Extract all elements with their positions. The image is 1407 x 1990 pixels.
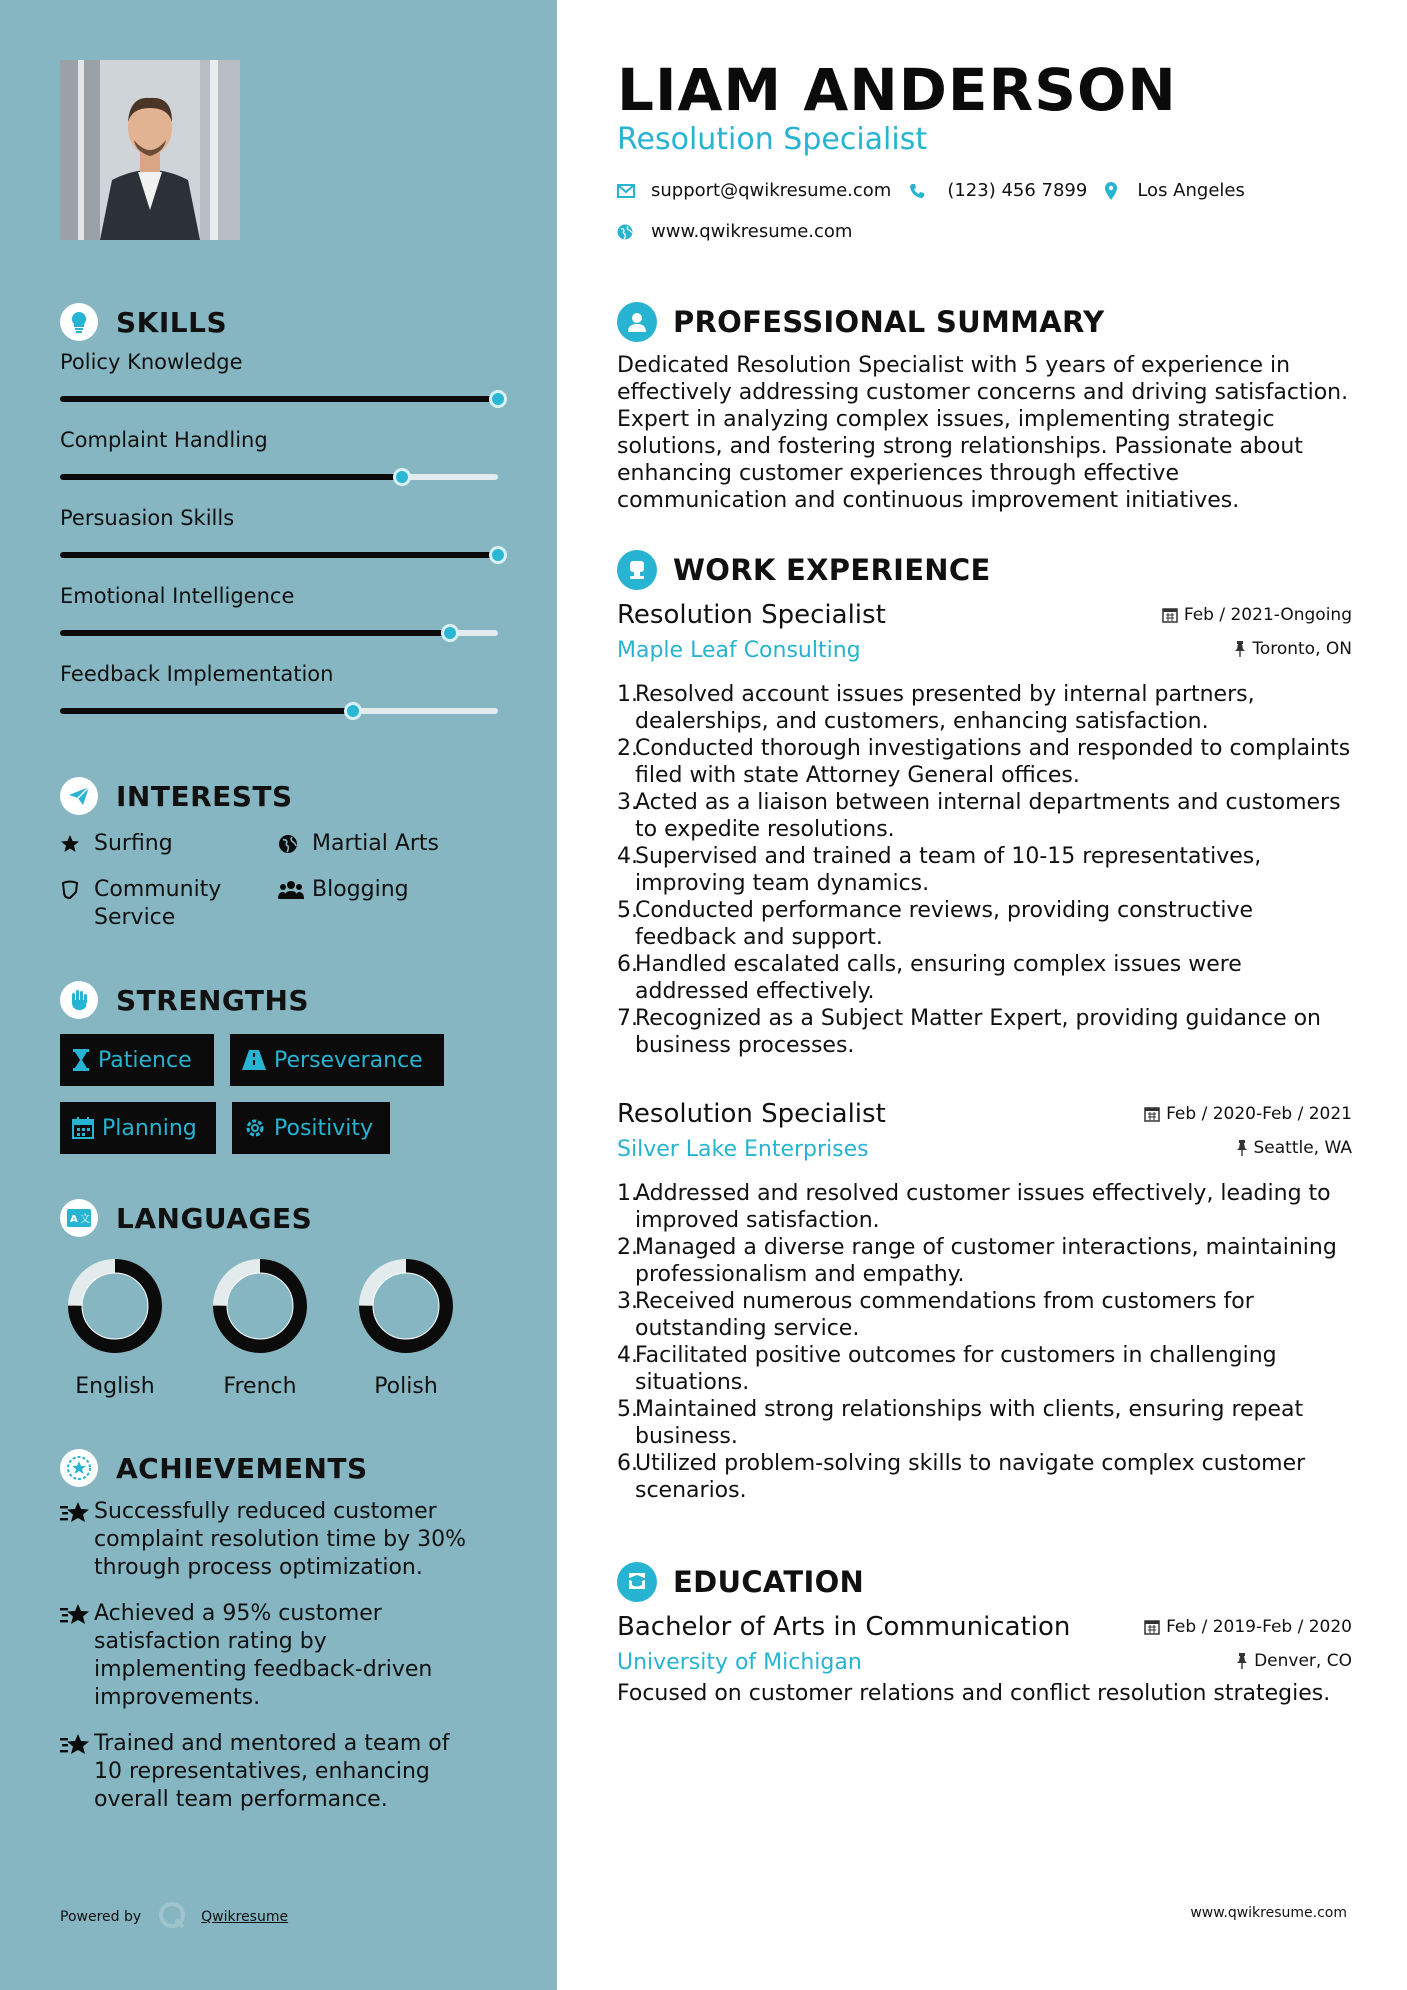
language-item <box>205 1258 315 1399</box>
duty-item: Conducted performance reviews, providing constructive feedback and support. <box>635 898 1254 950</box>
phone-icon <box>909 183 947 199</box>
user-icon <box>617 302 657 342</box>
duty-item: Maintained strong relationships with clients, ensuring repeat business. <box>635 1397 1304 1449</box>
skill-bar <box>60 630 498 636</box>
duty-item: Facilitated positive outcomes for customers in challenging situations. <box>635 1343 1277 1395</box>
job-location-text: Toronto, ON <box>1252 639 1352 659</box>
education-date <box>1144 1617 1352 1637</box>
language-name: French <box>223 1374 297 1399</box>
job-company: Silver Lake Enterprises <box>617 1137 869 1162</box>
calendar-icon <box>1162 607 1178 623</box>
languages-list <box>60 1258 500 1418</box>
hourglass-icon <box>72 1049 90 1071</box>
language-item <box>60 1258 170 1399</box>
job-date-text: Feb / 2020-Feb / 2021 <box>1166 1104 1352 1124</box>
footer-url[interactable]: www.qwikresume.com <box>1190 1905 1347 1921</box>
skill-item <box>60 342 500 420</box>
summary-text: Dedicated Resolution Specialist with 5 years of experience in effectively addressing customer concerns and driving satisfaction. Expert in analyzing complex issues, implementing strategic solutions, and fostering strong relationships. Passionate about enhancing customer experiences through effective communication and continuous improvement initiatives. <box>617 353 1349 513</box>
language-ring <box>358 1258 454 1354</box>
skill-bar-fill <box>60 552 498 558</box>
website-row <box>617 221 852 242</box>
candidate-name: LIAM ANDERSON <box>617 56 1177 124</box>
skill-item <box>60 576 500 654</box>
strengths-header <box>60 980 500 1020</box>
strengths-title: STRENGTHS <box>116 983 310 1017</box>
education-subheader <box>617 1650 1352 1675</box>
achievement-item <box>60 1730 500 1814</box>
calendar-icon <box>1144 1106 1160 1122</box>
job-date-text: Feb / 2021-Ongoing <box>1183 605 1352 625</box>
skill-name: Feedback Implementation <box>60 662 334 686</box>
interest-item <box>60 830 173 858</box>
job-title: Resolution Specialist <box>617 600 886 630</box>
strength-chip <box>230 1034 444 1086</box>
job-title: Resolution Specialist <box>617 1099 886 1129</box>
shield-icon <box>60 876 86 904</box>
duty-item: Supervised and trained a team of 10-15 representatives, improving team dynamics. <box>635 844 1262 896</box>
skills-header <box>60 302 500 342</box>
calendar-icon <box>1144 1619 1160 1635</box>
shooting-star-icon <box>60 1602 94 1632</box>
interest-label: Martial Arts <box>312 831 440 856</box>
skill-bar-knob <box>489 390 507 408</box>
map-marker-icon <box>1105 182 1137 200</box>
education-header-row <box>617 1612 1352 1642</box>
candidate-title: Resolution Specialist <box>617 122 928 157</box>
education-title: EDUCATION <box>673 1565 865 1599</box>
skill-name: Persuasion Skills <box>60 506 235 530</box>
summary-title: PROFESSIONAL SUMMARY <box>673 305 1105 339</box>
duty-item: Addressed and resolved customer issues effectively, leading to improved satisfaction. <box>635 1181 1331 1233</box>
job-item <box>617 1099 1352 1504</box>
job-location-text: Seattle, WA <box>1253 1138 1352 1158</box>
skill-name: Emotional Intelligence <box>60 584 295 608</box>
cog-icon <box>244 1117 266 1139</box>
duty-item: Acted as a liaison between internal departments and customers to expedite resolutions. <box>635 790 1341 842</box>
interests-section <box>60 776 500 942</box>
job-date <box>1144 1104 1352 1124</box>
education-section <box>617 1560 1352 1706</box>
language-icon <box>60 1199 98 1237</box>
skill-bar-fill <box>60 396 498 402</box>
contact-location: Los Angeles <box>1137 180 1245 201</box>
interest-item <box>278 830 439 858</box>
languages-section <box>60 1198 500 1418</box>
education-location <box>1236 1651 1352 1671</box>
skill-item <box>60 498 500 576</box>
svg-text:A: A <box>70 1214 78 1225</box>
education-date-text: Feb / 2019-Feb / 2020 <box>1166 1617 1352 1637</box>
languages-header <box>60 1198 500 1238</box>
skill-bar-fill <box>60 630 450 636</box>
achievement-text: Achieved a 95% customer satisfaction rating by implementing feedback-driven improvements. <box>94 1601 433 1710</box>
job-duties <box>617 681 1352 1059</box>
achievement-item <box>60 1600 500 1712</box>
graduation-cap-icon <box>617 1562 657 1602</box>
duty-item: Managed a diverse range of customer interactions, maintaining professionalism and empathy. <box>635 1235 1337 1287</box>
job-company: Maple Leaf Consulting <box>617 638 861 663</box>
skills-section <box>60 302 500 732</box>
education-description: Focused on customer relations and conflict resolution strategies. <box>617 1681 1331 1706</box>
contact-row <box>617 180 1245 201</box>
calendar-icon <box>72 1117 94 1139</box>
job-subheader <box>617 638 1352 663</box>
shooting-star-icon <box>60 1732 94 1762</box>
interests-header <box>60 776 500 816</box>
strength-label: Perseverance <box>274 1047 423 1073</box>
interest-item <box>278 876 409 904</box>
strength-label: Planning <box>102 1115 197 1141</box>
experience-header <box>617 548 1352 592</box>
globe-icon <box>617 224 651 240</box>
strength-chip <box>60 1034 214 1086</box>
skill-item <box>60 420 500 498</box>
star-badge-icon <box>60 1449 98 1487</box>
achievements-title: ACHIEVEMENTS <box>116 1451 368 1485</box>
achievements-list <box>60 1498 500 1814</box>
svg-text:文: 文 <box>80 1214 90 1225</box>
language-name: English <box>75 1374 155 1399</box>
skill-bar-fill <box>60 474 402 480</box>
interest-label: Community Service <box>94 877 222 930</box>
globe-icon <box>278 830 304 858</box>
contact-email[interactable]: support@qwikresume.com <box>651 180 892 201</box>
briefcase-icon <box>617 550 657 590</box>
languages-title: LANGUAGES <box>116 1201 313 1235</box>
lightbulb-icon <box>60 303 98 341</box>
experience-section <box>617 548 1352 1504</box>
skills-title: SKILLS <box>116 305 228 339</box>
skill-bar <box>60 396 498 402</box>
experience-title: WORK EXPERIENCE <box>673 553 991 587</box>
language-name: Polish <box>374 1374 438 1399</box>
job-date <box>1162 605 1352 625</box>
skill-item <box>60 654 500 732</box>
skill-bar-knob <box>441 624 459 642</box>
skill-name: Complaint Handling <box>60 428 268 452</box>
qwikresume-logo-icon <box>157 1900 187 1934</box>
duty-item: Utilized problem-solving skills to navigate complex customer scenarios. <box>635 1451 1306 1503</box>
skill-bar-fill <box>60 708 353 714</box>
interest-label: Surfing <box>94 831 173 856</box>
skill-bar-knob <box>344 702 362 720</box>
education-header <box>617 1560 1352 1604</box>
strengths-list <box>60 1034 500 1184</box>
job-location <box>1236 1138 1353 1158</box>
job-item <box>617 600 1352 1059</box>
main-content <box>557 0 1407 1990</box>
skills-list <box>60 342 500 732</box>
strengths-section <box>60 980 500 1184</box>
duty-item: Conducted thorough investigations and responded to complaints filed with state Attorney General offices. <box>635 736 1351 788</box>
summary-section <box>617 300 1352 514</box>
duty-item: Recognized as a Subject Matter Expert, providing guidance on business processes. <box>635 1006 1321 1058</box>
job-location <box>1234 639 1352 659</box>
achievement-text: Trained and mentored a team of 10 representatives, enhancing overall team performance. <box>94 1731 450 1812</box>
road-icon <box>242 1050 266 1070</box>
school-name: University of Michigan <box>617 1650 862 1675</box>
language-ring <box>212 1258 308 1354</box>
pin-icon <box>1234 641 1246 657</box>
duty-item: Received numerous commendations from customers for outstanding service. <box>635 1289 1254 1341</box>
language-ring <box>67 1258 163 1354</box>
powered-by <box>60 1900 288 1934</box>
degree-title: Bachelor of Arts in Communication <box>617 1612 1071 1642</box>
paper-plane-icon <box>60 777 98 815</box>
skill-bar-knob <box>489 546 507 564</box>
skill-bar-knob <box>393 468 411 486</box>
sidebar <box>0 0 557 1990</box>
strength-label: Positivity <box>274 1115 374 1141</box>
powered-by-label: Powered by <box>60 1909 142 1925</box>
achievements-header <box>60 1448 500 1488</box>
users-icon <box>278 876 304 904</box>
education-location-text: Denver, CO <box>1254 1651 1352 1671</box>
skill-bar <box>60 552 498 558</box>
star-icon <box>60 830 86 858</box>
duty-item: Resolved account issues presented by internal partners, dealerships, and customers, enhancing satisfaction. <box>635 682 1255 734</box>
skill-bar <box>60 474 498 480</box>
achievement-item <box>60 1498 500 1582</box>
interest-item <box>60 876 260 932</box>
job-subheader <box>617 1137 1352 1162</box>
strength-chip <box>60 1102 216 1154</box>
pin-icon <box>1236 1140 1248 1156</box>
job-duties <box>617 1180 1352 1504</box>
contact-phone[interactable]: (123) 456 7899 <box>947 180 1088 201</box>
profile-photo <box>60 60 240 240</box>
interest-label: Blogging <box>312 877 409 902</box>
qwikresume-link[interactable]: Qwikresume <box>201 1909 289 1925</box>
envelope-icon <box>617 184 651 198</box>
strength-label: Patience <box>98 1047 192 1073</box>
skill-bar <box>60 708 498 714</box>
job-header <box>617 1099 1352 1129</box>
achievements-section <box>60 1448 500 1832</box>
shooting-star-icon <box>60 1500 94 1530</box>
pin-icon <box>1236 1653 1248 1669</box>
job-header <box>617 600 1352 630</box>
strength-chip <box>232 1102 390 1154</box>
hand-icon <box>60 981 98 1019</box>
interests-list <box>60 822 500 942</box>
interests-title: INTERESTS <box>116 779 293 813</box>
contact-website[interactable]: www.qwikresume.com <box>651 221 853 242</box>
achievement-text: Successfully reduced customer complaint resolution time by 30% through process optimization. <box>94 1499 467 1580</box>
skill-name: Policy Knowledge <box>60 350 243 374</box>
duty-item: Handled escalated calls, ensuring complex issues were addressed effectively. <box>635 952 1242 1004</box>
summary-header <box>617 300 1352 344</box>
language-item <box>351 1258 461 1399</box>
